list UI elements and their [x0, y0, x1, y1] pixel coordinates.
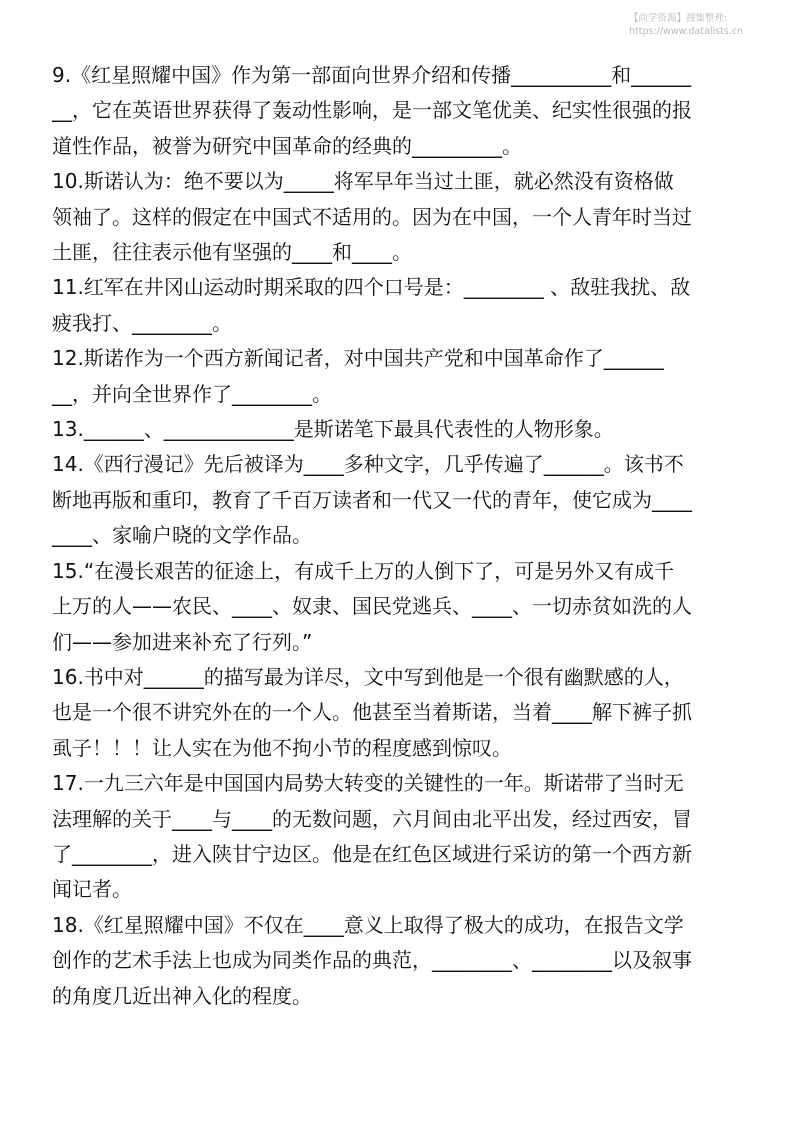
question-text: __，它在英语世界获得了轰动性影响，是一部文笔优美、纪实性很强的报 [52, 98, 692, 123]
question-line [52, 908, 742, 943]
question-text: 也是一个很不讲究外在的一个人。他甚至当着斯诺，当着____解下裤子抓 [52, 700, 692, 725]
question-line [52, 341, 742, 376]
question-number: 9. [52, 63, 72, 87]
question-line [52, 872, 742, 907]
question-text: 斯诺认为：绝不要以为_____将军早年当过土匪，就必然没有资格做 [83, 169, 674, 194]
question-line [52, 589, 742, 624]
question-number: 14. [52, 452, 84, 477]
question-number: 12. [52, 346, 84, 371]
question-text: 《西行漫记》先后被译为____多种文字，几乎传遍了______。该书不 [83, 452, 684, 477]
question-text: 们——参加进来补充了行列。” [52, 629, 313, 654]
question-text: 土匪，往往表示他有坚强的____和____。 [52, 240, 412, 265]
question-line [52, 518, 742, 553]
question-text: 书中对______的描写最为详尽，文中写到他是一个很有幽默感的人， [83, 664, 684, 689]
question-text: 创作的艺术手法上也成为同类作品的典范，________、________以及叙事 [52, 948, 692, 973]
question-item [52, 660, 742, 766]
question-text: 《红星照耀中国》作为第一部面向世界介绍和传播__________和______ [71, 63, 692, 87]
question-line [52, 483, 742, 518]
question-text: “在漫长艰苦的征途上，有成千上万的人倒下了，可是另外又有成千 [83, 558, 675, 583]
question-list [52, 58, 742, 1014]
question-line [52, 447, 742, 482]
question-number: 18. [52, 912, 84, 937]
question-item [52, 58, 742, 164]
question-text: 《红星照耀中国》不仅在____意义上取得了极大的成功，在报告文学 [83, 912, 684, 937]
question-line [52, 695, 742, 730]
question-text: 了________，进入陕甘宁边区。他是在红色区域进行采访的第一个西方新 [52, 841, 692, 866]
question-number: 16. [52, 664, 84, 689]
question-line [52, 129, 742, 164]
question-line [52, 943, 742, 978]
question-line [52, 412, 742, 447]
question-line [52, 837, 742, 872]
question-text: 一九三六年是中国国内局势大转变的关键性的一年。斯诺带了当时无 [83, 771, 684, 796]
question-text: ______、_____________是斯诺笔下最具代表性的人物形象。 [83, 417, 614, 442]
question-item [52, 908, 742, 1014]
question-number: 15. [52, 558, 84, 583]
question-line [52, 979, 742, 1014]
question-text: 法理解的关于____与____的无数问题，六月间由北平出发，经过西安，冒 [52, 806, 692, 831]
question-line [52, 235, 742, 270]
question-text: 闻记者。 [52, 877, 132, 902]
question-item [52, 341, 742, 412]
question-item [52, 164, 742, 270]
question-line [52, 377, 742, 412]
question-line [52, 306, 742, 341]
watermark [629, 12, 779, 38]
question-item [52, 554, 742, 660]
question-item [52, 766, 742, 908]
question-line [52, 554, 742, 589]
question-text: 虱子！！！让人实在为他不拘小节的程度感到惊叹。 [52, 735, 512, 760]
question-line [52, 802, 742, 837]
question-line [52, 270, 742, 305]
question-number: 10. [52, 169, 84, 194]
question-text: 红军在井冈山运动时期采取的四个口号是：________ 、敌驻我扰、敌 [83, 275, 691, 300]
question-line [52, 200, 742, 235]
question-text: 的角度几近出神入化的程度。 [52, 983, 312, 1008]
question-text: 上万的人——农民、____、奴隶、国民党逃兵、____、一切赤贫如洗的人 [52, 594, 692, 619]
question-item [52, 412, 742, 447]
question-text: 疲我打、________。 [52, 310, 232, 335]
question-text: 领袖了。这样的假定在中国式不适用的。因为在中国，一个人青年时当过 [52, 204, 692, 229]
question-item [52, 270, 742, 341]
question-line [52, 625, 742, 660]
question-line [52, 660, 742, 695]
question-number: 13. [52, 417, 84, 442]
question-number: 17. [52, 771, 84, 796]
question-number: 11. [52, 275, 84, 300]
watermark-source: 【尚学资源】搜集整理: [629, 13, 728, 24]
watermark-url: https://www.datalists.cn [629, 26, 744, 37]
question-text: __，并向全世界作了________。 [52, 381, 332, 406]
question-text: 道性作品，被誉为研究中国革命的经典的_________。 [52, 133, 522, 158]
question-text: 断地再版和重印，教育了千百万读者和一代又一代的青年，使它成为____ [52, 487, 692, 512]
question-line [52, 731, 742, 766]
question-line [52, 93, 742, 128]
question-text: 斯诺作为一个西方新闻记者，对中国共产党和中国革命作了______ [83, 346, 664, 371]
question-item [52, 447, 742, 553]
question-line [52, 58, 742, 93]
question-text: ____、家喻户晓的文学作品。 [52, 523, 312, 548]
question-line [52, 164, 742, 199]
question-line [52, 766, 742, 801]
